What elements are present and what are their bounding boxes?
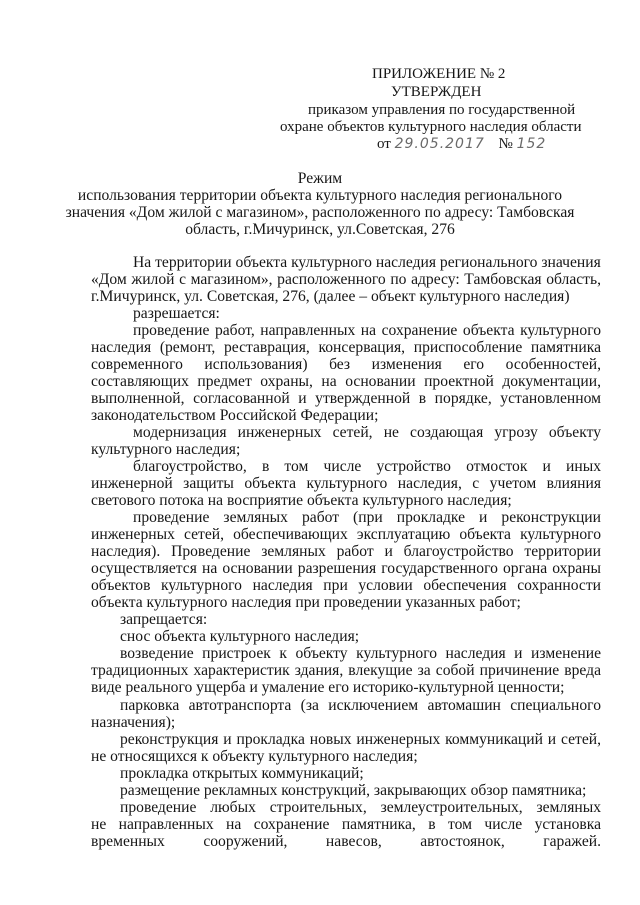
body-line: проведение работ, направленных на сохранение объекта культурного — [133, 322, 601, 339]
body-line: прокладка открытых коммуникаций; — [120, 765, 364, 782]
body-line: наследия). Проведение земляных работ и благоустройство территории — [91, 543, 601, 560]
order-line-1: приказом управления по государственной — [308, 102, 576, 118]
title-line-3: область, г.Мичуринск, ул.Советская, 276 — [185, 221, 455, 238]
body-line: выполненной, согласованной и утвержденной в порядке, установленном — [91, 390, 601, 407]
body-line: проведение любых строительных, землеустроительных, земляных — [120, 799, 601, 816]
body-line: не направленных на сохранение памятника, в том числе установка — [91, 816, 601, 833]
body-line: «Дом жилой с магазином», расположенного по адресу: Тамбовская область, — [91, 271, 601, 288]
order-date-line — [377, 136, 546, 153]
body-line: г.Мичуринск, ул. Советская, 276, (далее – объект культурного наследия) — [91, 288, 570, 305]
body-line: назначения); — [91, 714, 176, 731]
body-line: современного использования) без изменения его особенностей, — [91, 356, 601, 373]
handwritten-date: 29.05.2017 — [394, 136, 485, 152]
body-line: временных сооружений, навесов, автостоянок, гаражей. — [91, 833, 601, 850]
body-line: объектов культурного наследия при условии обеспечения сохранности — [91, 577, 601, 594]
body-line: традиционных характеристик здания, влекущие за собой причинение вреда — [91, 662, 601, 679]
body-line: возведение пристроек к объекту культурного наследия и изменение — [120, 645, 601, 662]
body-line: инженерной защиты объекта культурного наследия, с учетом влияния — [91, 475, 601, 492]
body-line: осуществляется на основании разрешения государственного органа охраны — [91, 560, 601, 577]
appendix-number: ПРИЛОЖЕНИЕ № 2 — [372, 66, 506, 82]
body-line: запрещается: — [120, 611, 208, 628]
body-line: снос объекта культурного наследия; — [120, 628, 360, 645]
body-line: культурного наследия; — [91, 441, 241, 458]
title-line-1: использования территории объекта культурного наследия регионального — [77, 187, 563, 204]
body-line: составляющих предмет охраны, на основании проектной документации, — [91, 373, 601, 390]
document-heading: Режим — [297, 170, 343, 187]
body-line: виде реального ущерба и умаление его историко-культурной ценности; — [91, 679, 565, 696]
handwritten-number: 152 — [516, 136, 547, 152]
body-line: реконструкция и прокладка новых инженерных коммуникаций и сетей, — [120, 731, 601, 748]
body-line: благоустройство, в том числе устройство отмосток и иных — [133, 458, 601, 475]
body-line: не относящихся к объекту культурного наследия; — [91, 748, 418, 765]
body-line: законодательством Российской Федерации; — [91, 407, 379, 424]
body-line: проведение земляных работ (при прокладке и реконструкции — [133, 509, 601, 526]
body-line: наследия (ремонт, реставрация, консервация, приспособление памятника — [91, 339, 601, 356]
body-line: объекта культурного наследия при проведении указанных работ; — [91, 594, 521, 611]
from-label: от — [377, 136, 391, 152]
body-line: парковка автотранспорта (за исключением автомашин специального — [120, 697, 601, 714]
body-line: модернизация инженерных сетей, не создающая угрозу объекту — [133, 424, 601, 441]
number-label: № — [498, 136, 513, 152]
body-line: светового потока на восприятие объекта культурного наследия; — [91, 492, 512, 509]
body-line: инженерных сетей, обеспечивающих эксплуатацию объекта культурного — [91, 526, 601, 543]
body-line: На территории объекта культурного наследия регионального значения — [133, 254, 601, 271]
approved-label: УТВЕРЖДЕН — [391, 84, 482, 100]
body-line: размещение рекламных конструкций, закрывающих обзор памятника; — [120, 782, 587, 799]
title-line-2: значения «Дом жилой с магазином», расположенного по адресу: Тамбовская — [65, 204, 575, 221]
order-line-2: охране объектов культурного наследия области — [280, 119, 582, 135]
body-line: разрешается: — [133, 305, 220, 322]
